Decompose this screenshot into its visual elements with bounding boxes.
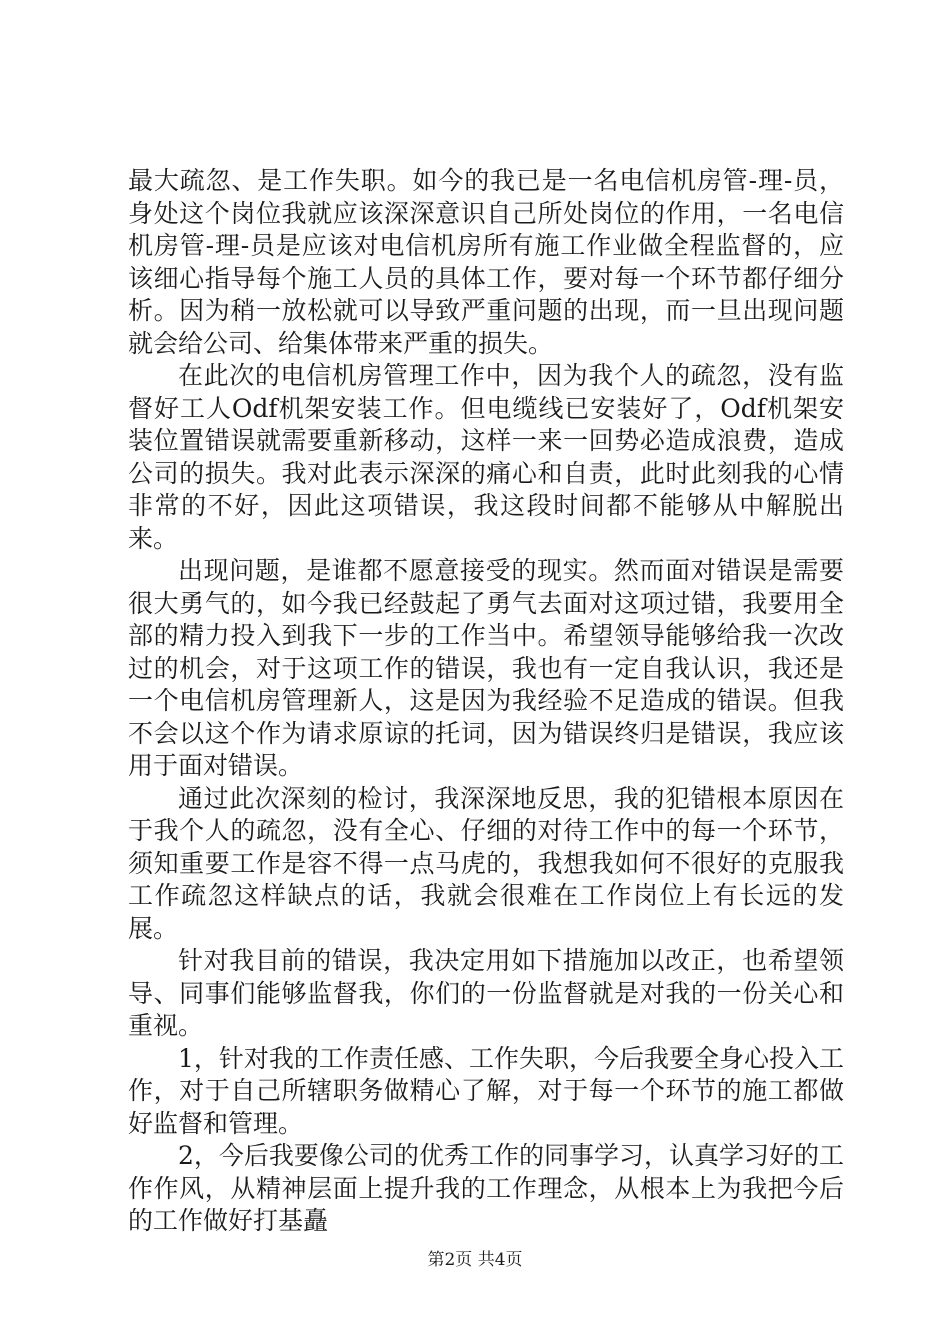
paragraph-7: 2，今后我要像公司的优秀工作的同事学习，认真学习好的工作作风，从精神层面上提升我的工作理念，从根本上为我把今后的工作做好打基矗 [128, 1141, 844, 1235]
paragraph-4: 通过此次深刻的检讨，我深深地反思，我的犯错根本原因在于我个人的疏忽，没有全心、仔细的对待工作中的每一个环节，须知重要工作是容不得一点马虎的，我想我如何不很好的克服我工作疏忽这样缺点的话，我就会很难在工作岗位上有长远的发展。 [128, 783, 844, 943]
paragraph-5: 针对我目前的错误，我决定用如下措施加以改正，也希望领导、同事们能够监督我，你们的一份监督就是对我的一份关心和重视。 [128, 946, 844, 1040]
page-number-footer: 第2页 共4页 [427, 1250, 523, 1270]
document-body [128, 165, 844, 1238]
paragraph-3: 出现问题，是谁都不愿意接受的现实。然而面对错误是需要很大勇气的，如今我已经鼓起了勇气去面对这项过错，我要用全部的精力投入到我下一步的工作当中。希望领导能够给我一次改过的机会，对于这项工作的错误，我也有一定自我认识，我还是一个电信机房管理新人，这是因为我经验不足造成的错误。但我不会以这个作为请求原谅的托词，因为错误终归是错误，我应该用于面对错误。 [128, 556, 844, 780]
paragraph-2: 在此次的电信机房管理工作中，因为我个人的疏忽，没有监督好工人Odf机架安装工作。但电缆线已安装好了，Odf机架安装位置错误就需要重新移动，这样一来一回势必造成浪费，造成公司的损失。我对此表示深深的痛心和自责，此时此刻我的心情非常的不好，因此这项错误，我这段时间都不能够从中解脱出来。 [128, 361, 844, 553]
paragraph-6: 1，针对我的工作责任感、工作失职，今后我要全身心投入工作，对于自己所辖职务做精心了解，对于每一个环节的施工都做好监督和管理。 [128, 1043, 844, 1138]
paragraph-1: 最大疏忽、是工作失职。如今的我已是一名电信机房管-理-员，身处这个岗位我就应该深深意识自己所处岗位的作用，一名电信机房管-理-员是应该对电信机房所有施工作业做全程监督的，应该细心指导每个施工人员的具体工作，要对每一个环节都仔细分析。因为稍一放松就可以导致严重问题的出现，而一旦出现问题就会给公司、给集体带来严重的损失。 [128, 166, 844, 358]
